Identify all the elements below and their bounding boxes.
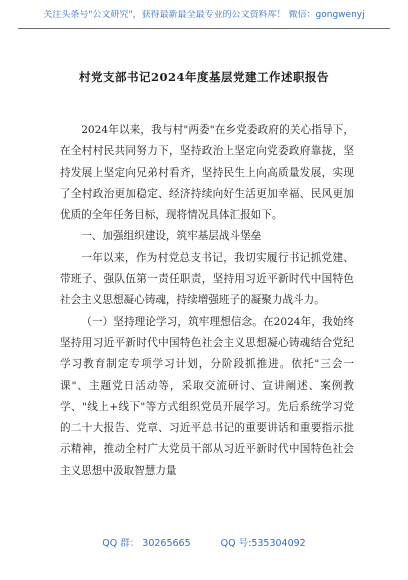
section-1-paragraph: 一年以来，作为村党总支书记，我切实履行书记抓党建、带班子、强队伍第一责任职责，坚持用习近平新时代中国特色社会主义思想凝心铸魂，持续增强班子的凝聚力战斗力。	[60, 251, 354, 307]
section-heading-1: 一、加强组织建设，筑牢基层战斗堡垒	[81, 230, 262, 243]
document-body	[60, 120, 354, 482]
footer-qq-number: QQ 号:535304092	[220, 538, 306, 549]
header-promo-note: 关注头条号"公文研究"，获得最新最全最专业的公文资料库！ 微信：gongwenyj	[43, 10, 365, 20]
document-title: 村党支部书记2024年度基层党建工作述职报告	[78, 70, 329, 84]
subsection-1-paragraph: （一）坚持理论学习，筑牢理想信念。在2024年，我始终坚持用习近平新时代中国特色社会主义思想凝心铸魂结合党纪学习教育制定专项学习计划，分阶段抓推进。依托"三会一课"、主题党日活动等，采取交流研讨、宣讲阐述、案例教学、"线上+线下"等方式组织党员开展学习。先后系统学习党的二十大报告、党章、习近平总书记的重要讲话和重要指示批示精神，推动全村广大党员干部从习近平新时代中国特色社会主义思想中汲取智慧力量	[60, 315, 354, 477]
intro-paragraph: 2024年以来，我与村"两委"在乡党委政府的关心指导下，在全村村民共同努力下，坚持政治上坚定向党委政府靠拢，坚持发展上坚定向兄弟村看齐，坚持民生上向高质量发展，实现了全村政治更加稳定、经济持续向好生活更加幸福、民风更加优质的全年任务目标，现将情况具体汇报如下。	[60, 124, 354, 222]
footer-qq-group: QQ 群： 30265665	[102, 538, 191, 549]
header-divider	[18, 28, 390, 29]
footer-contacts	[0, 535, 408, 549]
